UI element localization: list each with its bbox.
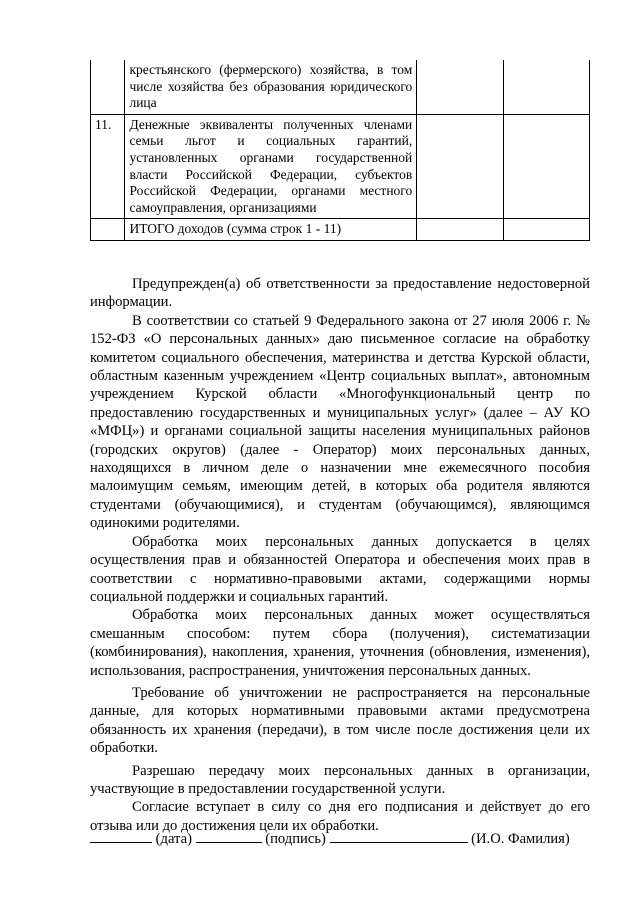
signature-line: [90, 828, 590, 848]
paragraph-processing-method: Обработка моих персональных данных может осуществляться смешанным способом: путем сбора (получения), систематизации (комбинирования), накопления, хранения, уточнения (обновления, изменения), использования, распространения, уничтожения персональных данных.: [90, 607, 590, 679]
value-cell: [503, 114, 589, 219]
row-11-text: Денежные эквиваленты полученных членами семьи льгот и социальных гарантий, установленных органами государственной власти Российской Федерации, субъектов Российской Федерации, органами местного самоуправления, организациями: [129, 116, 413, 215]
paragraph-validity: Согласие вступает в силу со дня его подписания и действует до его отзыва или до достижения цели их обработки.: [90, 799, 590, 834]
paragraph-warning: Предупрежден(а) об ответственности за предоставление недостоверной информации.: [90, 276, 590, 311]
row-text-cell: [125, 114, 417, 219]
name-label: (И.О. Фамилия): [471, 831, 570, 847]
paragraph-processing-purpose: Обработка моих персональных данных допускается в целях осуществления прав и обязанностей Оператора и обеспечения моих прав в соответствии с нормативно-правовыми актами, содержащими нормы социальной поддержки и социальных гарантий.: [90, 533, 590, 605]
income-table: [90, 60, 590, 241]
table-row: [91, 114, 590, 219]
row-number-cell: [91, 219, 125, 241]
paragraph-consent: В соответствии со статьей 9 Федерального закона от 27 июля 2006 г. № 152-ФЗ «О персональных данных» даю письменное согласие на обработку комитетом социального обеспечения, материнства и детства Курской области, областным казенным учреждением «Центр социальных выплат», автономным учреждением Курской области «Многофункциональный центр по предоставлению государственных и муниципальных услуг» (далее – АУ КО «МФЦ») и органами социальной защиты населения муниципальных районов (городских округов) (далее - Оператор) моих персональных данных, находящихся в личном деле о назначении мне ежемесячного пособия малоимущим семьям, имеющим детей, в которых оба родителя являются студентами (обучающимися), и студентам (обучающимся), являющимся одинокими родителями.: [90, 312, 590, 532]
signature-label: (подпись): [265, 831, 326, 847]
table-row: [91, 60, 590, 114]
date-blank[interactable]: [90, 828, 152, 843]
total-row-cell: ИТОГО доходов (сумма строк 1 - 11): [125, 219, 417, 241]
value-cell: [417, 60, 503, 114]
paragraph-destruction: Требование об уничтожении не распространяется на персональные данные, для которых нормативными правовыми актами предусмотрена обязанность их хранения (передачи), в том числе после достижения цели их обработки.: [90, 684, 590, 757]
value-cell: [503, 219, 589, 241]
value-cell: [417, 114, 503, 219]
row-text-cell: [125, 60, 417, 114]
row-number-cell: 11.: [91, 114, 125, 219]
paragraph-transfer: Разрешаю передачу моих персональных данных в организации, участвующие в предоставлении государственной услуги.: [90, 762, 590, 797]
signature-blank[interactable]: [196, 828, 262, 843]
consent-text: [90, 275, 590, 835]
value-cell: [503, 60, 589, 114]
row-prev-text: крестьянского (фермерского) хозяйства, в том числе хозяйства без образования юридического лица: [129, 62, 413, 111]
table-row: [91, 219, 590, 241]
name-blank[interactable]: [330, 828, 468, 843]
value-cell: [417, 219, 503, 241]
date-label: (дата): [155, 831, 192, 847]
row-number-cell: [91, 60, 125, 114]
